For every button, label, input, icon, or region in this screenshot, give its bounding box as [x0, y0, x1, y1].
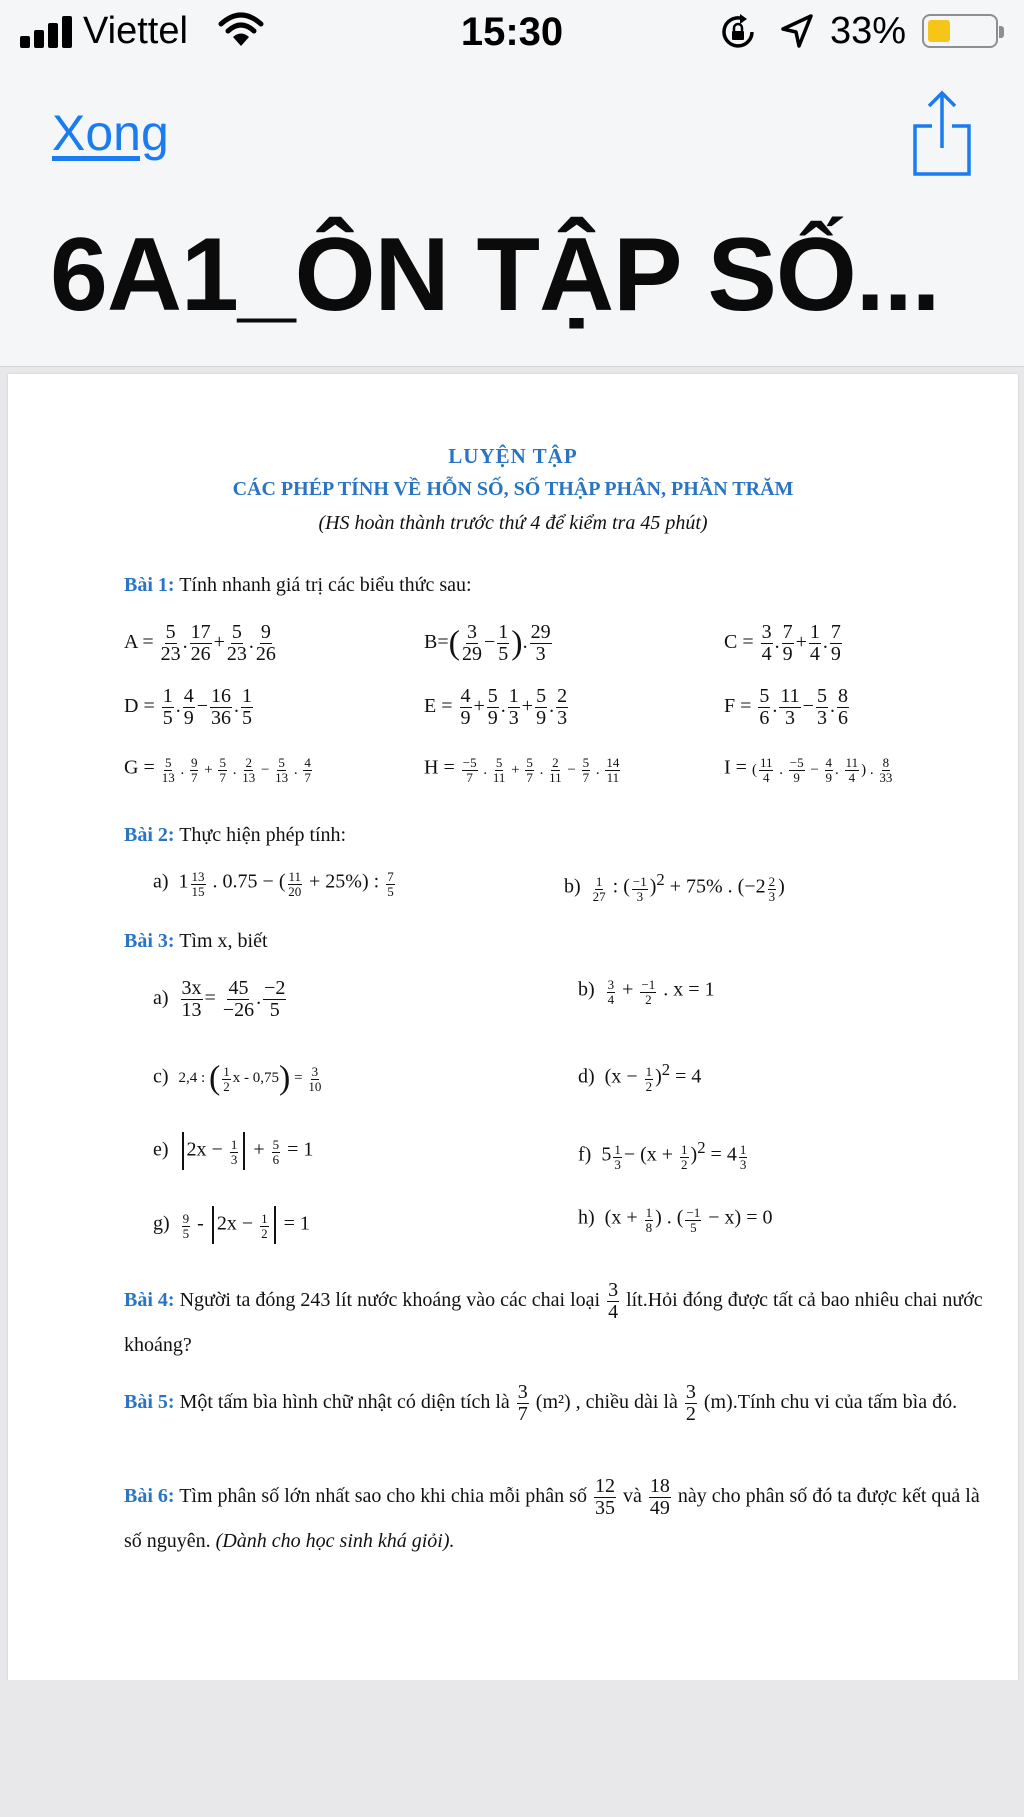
doc-instructions: (HS hoàn thành trước thứ 4 để kiểm tra 45 phút)	[318, 512, 708, 534]
bai-3-g: g) $\frac{9}{5}$ - 2x − $\frac{1}{2}$ = 1	[153, 1206, 310, 1244]
done-button[interactable]: Xong	[52, 105, 169, 161]
share-icon[interactable]	[910, 90, 974, 178]
expression-i: I = ( $\frac{11}{4}$ . $\frac{-5}{9}$ − $\frac{4}{9}$ . $\frac{11}{4}$ ) . $\frac{8}{33}$	[724, 755, 893, 785]
bai-1-title: Bài 1: Tính nhanh giá trị các biểu thức sau:	[124, 574, 472, 596]
document-title: 6A1_ÔN TẬP SỐ...	[50, 217, 940, 333]
status-bar	[0, 0, 1024, 66]
bai-2-title: Bài 2: Thực hiện phép tính:	[124, 824, 347, 846]
doc-heading: LUYỆN TẬP	[448, 444, 578, 468]
bai-2-a: a) 1 $\frac{13}{15}$ . 0.75 − ( $\frac{11}{20}$ + 25%) : $\frac{7}{5}$	[153, 869, 394, 899]
expression-b: B=( $\frac{3}{29}$ − $\frac{1}{5}$ ). $\frac{29}{3}$	[424, 621, 551, 665]
expression-c: C = $\frac{3}{4}$ . $\frac{7}{9}$ + $\frac{1}{4}$ . $\frac{7}{9}$	[724, 621, 841, 665]
toolbar-area	[0, 1680, 1024, 1817]
navigation-header	[0, 66, 1024, 367]
bai-2-b: b) $\frac{1}{27}$ : ( $\frac{-1}{3}$ )$^2$ + 75% . (−2 $\frac{2}{3}$ )	[564, 870, 785, 904]
bai-3-a: a) $\frac{3x}{13}$ = $\frac{45}{-26}$ . $\frac{-2}{5}$	[153, 977, 286, 1021]
bai-3-e: e) 2x − $\frac{1}{3}$ + $\frac{5}{6}$ = 1	[153, 1132, 313, 1170]
expression-a: A = $\frac{5}{23}$ . $\frac{17}{26}$ + $\frac{5}{23}$ . $\frac{9}{26}$	[124, 621, 276, 665]
bai-3-f: f) 5 $\frac{1}{3}$ − (x + $\frac{1}{2}$ )$^2$ = 4 $\frac{1}{3}$	[578, 1138, 747, 1172]
bai-3-d: d) (x − $\frac{1}{2}$ )$^2$ = 4	[578, 1060, 702, 1094]
bai-3-b: b) $\frac{3}{4}$ + $\frac{-1}{2}$ . x = 1	[578, 977, 715, 1007]
battery-icon	[922, 14, 998, 48]
battery-percent: 33%	[830, 10, 907, 52]
expression-h: H = $\frac{-5}{7}$ . $\frac{5}{11}$ + $\frac{5}{7}$ . $\frac{2}{11}$ − $\frac{5}{7}$ . $\frac{14}{11}$	[424, 755, 620, 785]
status-time: 15:30	[460, 10, 564, 54]
expression-d: D = $\frac{1}{5}$ . $\frac{4}{9}$ − $\frac{16}{36}$ . $\frac{1}{5}$	[124, 685, 253, 729]
expression-g: G = $\frac{5}{13}$ . $\frac{9}{7}$ + $\frac{5}{7}$ . $\frac{2}{13}$ − $\frac{5}{13}$ . $\frac{4}{7}$	[124, 755, 311, 785]
bai-3-title: Bài 3: Tìm x, biết	[124, 930, 268, 952]
orientation-lock-icon	[718, 12, 758, 52]
doc-subheading: CÁC PHÉP TÍNH VỀ HỖN SỐ, SỐ THẬP PHÂN, PHẦN TRĂM	[232, 478, 794, 500]
bai-3-h: h) (x + $\frac{1}{8}$ ) . ( $\frac{-1}{5}$ − x) = 0	[578, 1205, 773, 1235]
expression-f: F = $\frac{5}{6}$ . $\frac{11}{3}$ − $\frac{5}{3}$ . $\frac{8}{6}$	[724, 685, 848, 729]
location-icon	[780, 13, 814, 51]
bai-4: Bài 4: Người ta đóng 243 lít nước khoáng vào các chai loại $\frac{3}{4}$ lít.Hỏi đóng được tất cả bao nhiêu chai nước khoáng?	[124, 1278, 983, 1356]
bai-6: Bài 6: Tìm phân số lớn nhất sao cho khi chia mỗi phân số $\frac{12}{35}$ và $\frac{18}{49}$ này cho phân số đó ta được kết quả là số nguyên. (Dành cho học sinh khá giỏi).	[124, 1474, 980, 1552]
expression-e: E = $\frac{4}{9}$ + $\frac{5}{9}$ . $\frac{1}{3}$ + $\frac{5}{9}$ . $\frac{2}{3}$	[424, 685, 568, 729]
bai-5: Bài 5: Một tấm bìa hình chữ nhật có diện tích là $\frac{3}{7}$ (m²) , chiều dài là $\frac{3}{2}$ (m).Tính chu vi của tấm bìa đó.	[124, 1380, 958, 1425]
document-page[interactable]	[8, 374, 1018, 1680]
bai-3-c: c) 2,4 : ( $\frac{1}{2}$ x - 0,75) = $\frac{3}{10}$	[153, 1060, 322, 1097]
wifi-icon	[218, 12, 264, 48]
carrier-name: Viettel	[83, 10, 188, 52]
signal-icon	[20, 16, 74, 48]
